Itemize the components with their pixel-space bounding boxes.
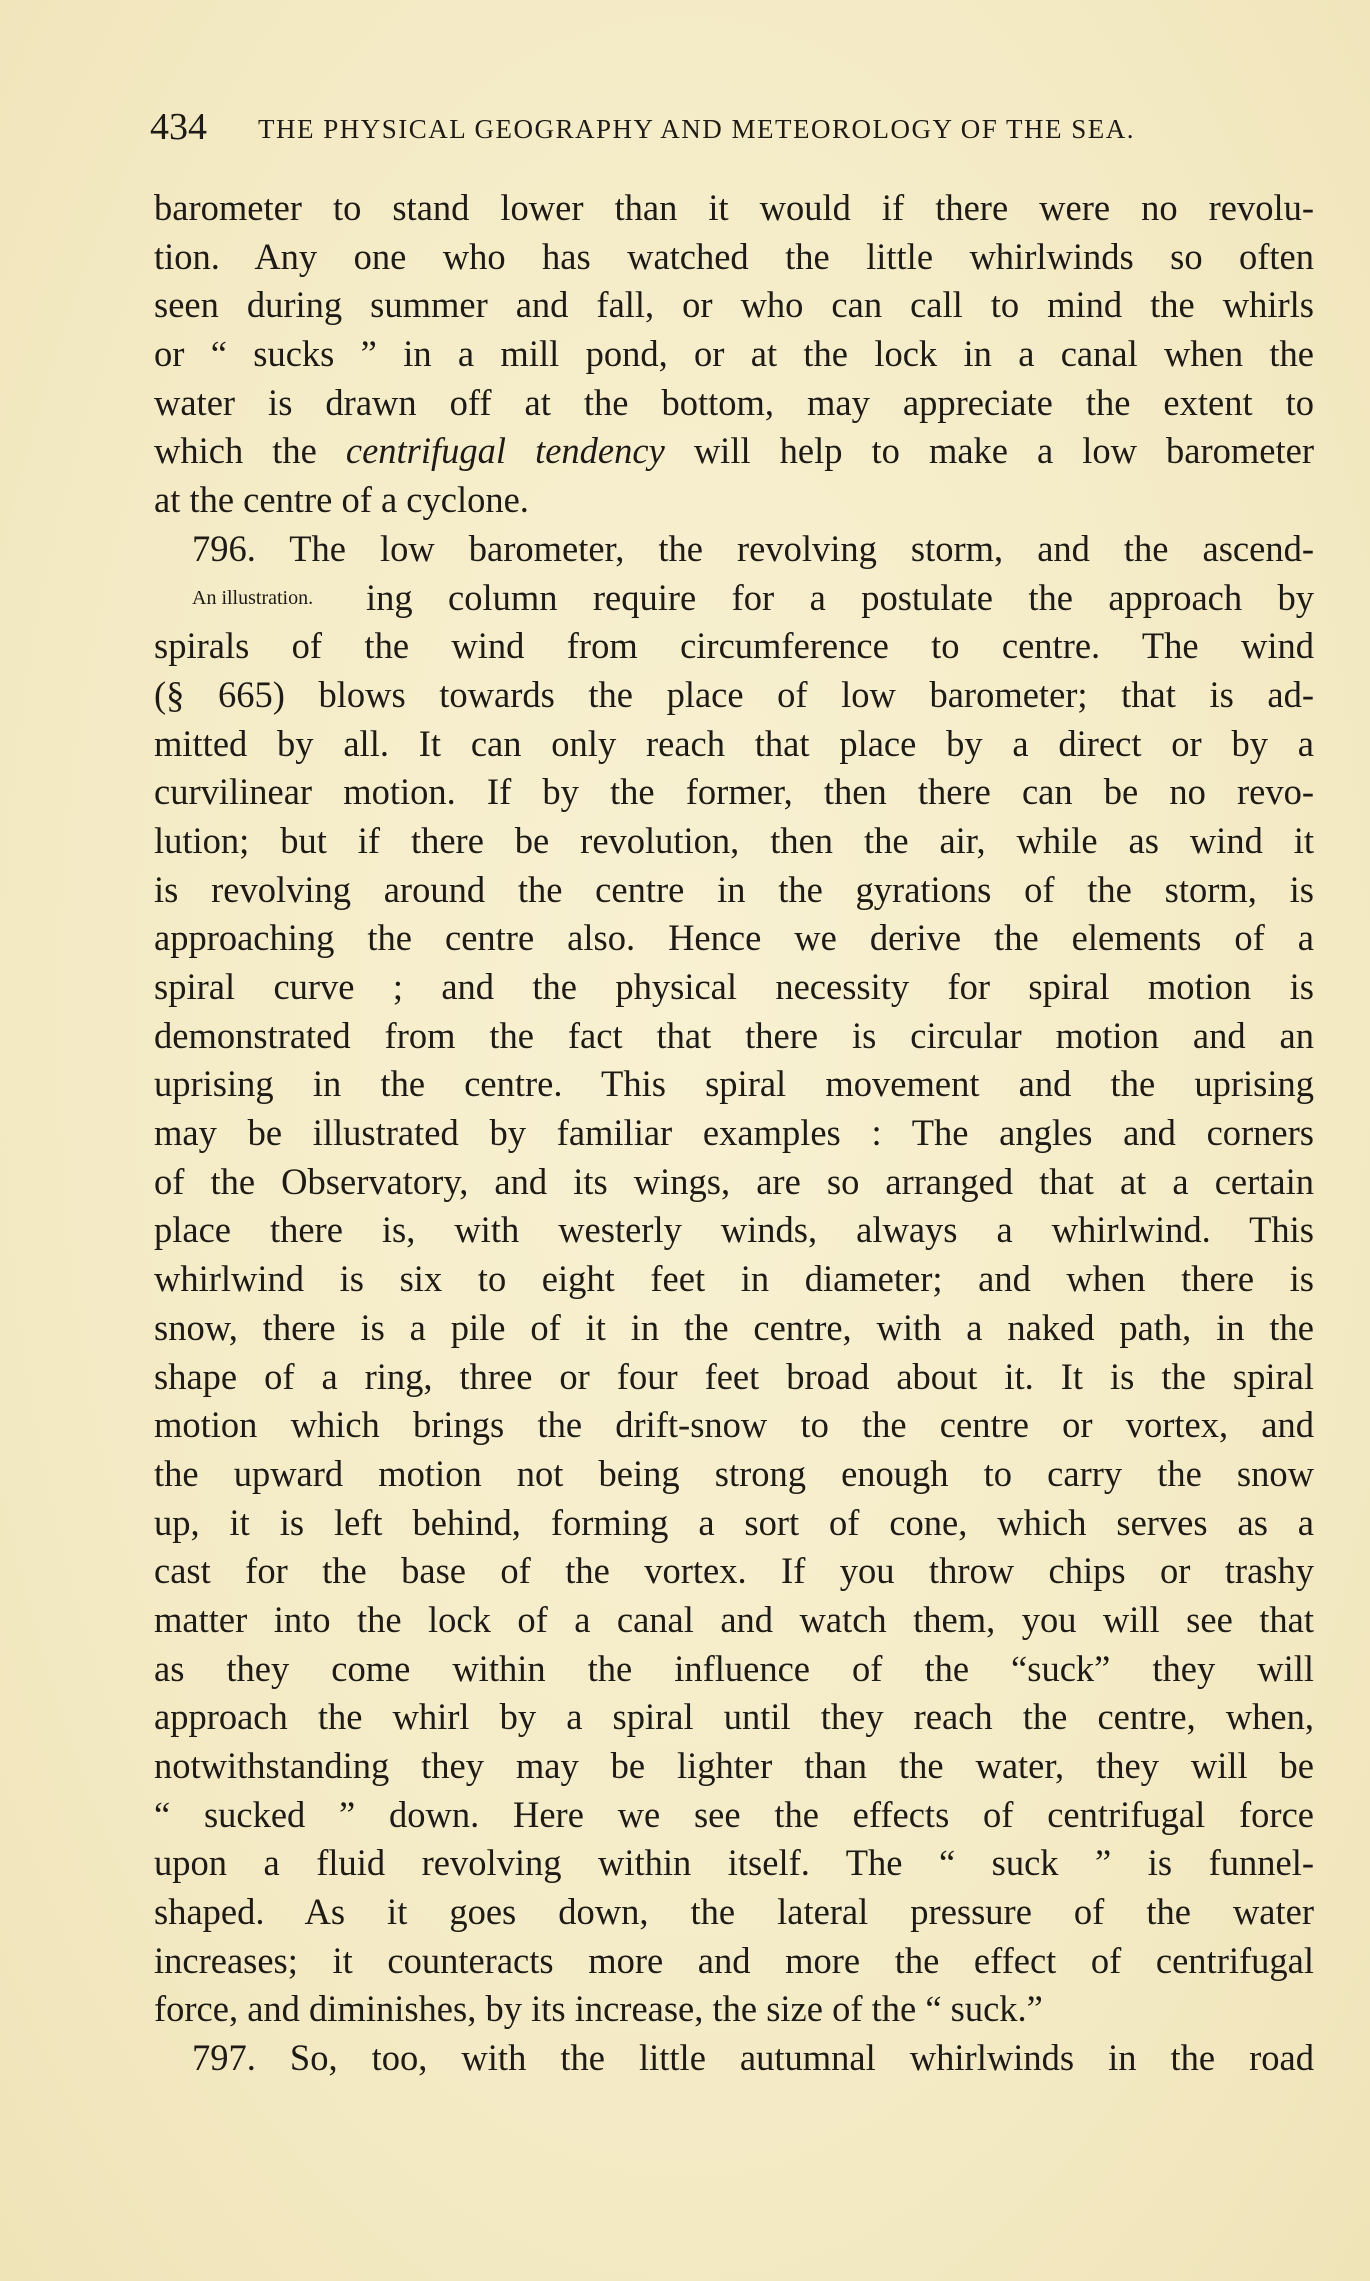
text-line-with-italic <box>154 427 1314 476</box>
text-line: tion. Any one who has watched the little whirlwinds so often <box>154 235 1314 277</box>
text-line: matter into the lock of a canal and watch them, you will see that <box>154 1598 1314 1640</box>
text-line-paragraph-796: 796. The low barometer, the revolving storm, and the ascend- <box>192 527 1314 569</box>
italic-phrase: centrifugal tendency <box>345 430 665 472</box>
text-line: cast for the base of the vortex. If you throw chips or trashy <box>154 1550 1314 1592</box>
text-line: whirlwind is six to eight feet in diameter; and when there is <box>154 1258 1314 1300</box>
text-line: motion which brings the drift-snow to the centre or vortex, and <box>154 1404 1314 1446</box>
text-line: water is drawn off at the bottom, may appreciate the extent to <box>154 381 1314 423</box>
text-line: curvilinear motion. If by the former, then there can be no revo- <box>154 771 1314 813</box>
margin-note-row <box>154 574 1314 623</box>
text-line: uprising in the centre. This spiral movement and the uprising <box>154 1063 1314 1105</box>
text-line: shaped. As it goes down, the lateral pressure of the water <box>154 1891 1314 1933</box>
text-line: (§ 665) blows towards the place of low barometer; that is ad- <box>154 673 1314 715</box>
text-line: of the Observatory, and its wings, are so arranged that at a certain <box>154 1160 1314 1202</box>
text-line: at the centre of a cyclone. <box>154 479 529 521</box>
body-text <box>154 184 1314 2083</box>
text-line: seen during summer and fall, or who can call to mind the whirls <box>154 284 1314 326</box>
text-line: increases; it counteracts more and more the effect of centrifugal <box>154 1939 1314 1981</box>
text-line: lution; but if there be revolution, then the air, while as wind it <box>154 819 1314 861</box>
page-number: 434 <box>150 106 207 148</box>
running-head: THE PHYSICAL GEOGRAPHY AND METEOROLOGY OF THE SEA. <box>258 114 1136 144</box>
text-line: mitted by all. It can only reach that place by a direct or by a <box>154 722 1314 764</box>
text-line: place there is, with westerly winds, always a whirlwind. This <box>154 1209 1314 1251</box>
text-line: spirals of the wind from circumference to centre. The wind <box>154 625 1314 667</box>
page-header <box>150 102 1250 152</box>
text-line-paragraph-797: 797. So, too, with the little autumnal whirlwinds in the road <box>192 2037 1314 2079</box>
text-line: spiral curve ; and the physical necessity for spiral motion is <box>154 966 1314 1007</box>
text-line: ing column require for a postulate the approach by <box>366 576 1314 618</box>
text-line: may be illustrated by familiar examples : The angles and corners <box>154 1112 1314 1154</box>
text-line-rich: which the centrifugal tendency will help to make a low barometer <box>154 430 1314 472</box>
text-line: approach the whirl by a spiral until they reach the centre, when, <box>154 1696 1314 1738</box>
text-line: snow, there is a pile of it in the centre, with a naked path, in the <box>154 1306 1314 1348</box>
text-line: is revolving around the centre in the gyrations of the storm, is <box>154 868 1314 910</box>
text-line: approaching the centre also. Hence we derive the elements of a <box>154 917 1314 959</box>
text-line: notwithstanding they may be lighter than the water, they will be <box>154 1745 1314 1786</box>
margin-note: An illustration. <box>192 586 314 609</box>
text-line: force, and diminishes, by its increase, the size of the “ suck.” <box>154 1988 1043 2030</box>
text-line: the upward motion not being strong enough to carry the snow <box>154 1452 1314 1494</box>
text-line: upon a fluid revolving within itself. The “ suck ” is funnel- <box>154 1842 1314 1884</box>
text-line: as they come within the influence of the “suck” they will <box>154 1647 1314 1689</box>
text-line: up, it is left behind, forming a sort of cone, which serves as a <box>154 1501 1314 1543</box>
text-line: demonstrated from the fact that there is circular motion and an <box>154 1014 1314 1056</box>
text-line: or “ sucks ” in a mill pond, or at the lock in a canal when the <box>154 333 1314 375</box>
text-line: shape of a ring, three or four feet broad about it. It is the spiral <box>154 1355 1314 1397</box>
text-line: “ sucked ” down. Here we see the effects of centrifugal force <box>154 1793 1314 1835</box>
text-line: barometer to stand lower than it would if there were no revolu- <box>154 187 1314 228</box>
